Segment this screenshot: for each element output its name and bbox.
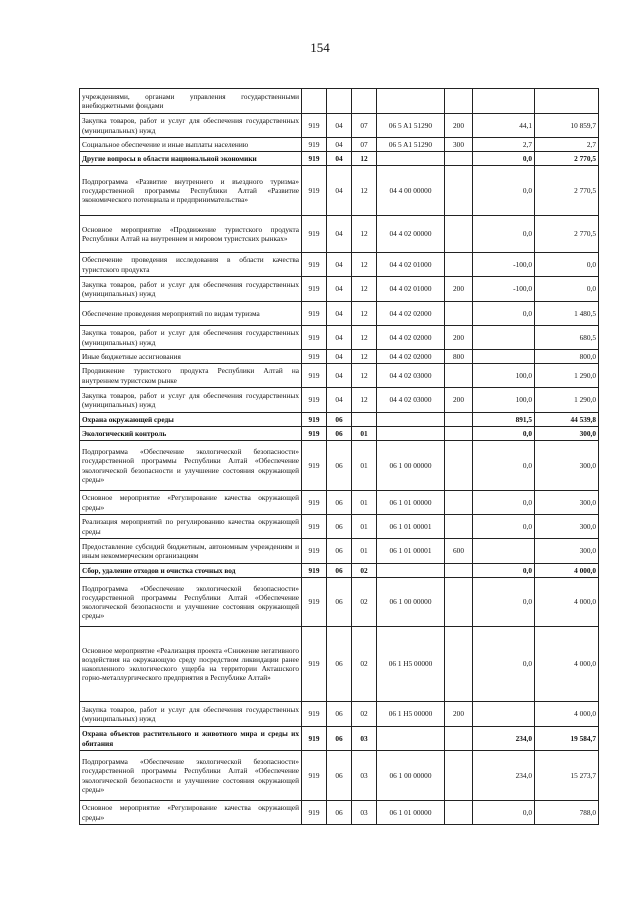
row-name: Закупка товаров, работ и услуг для обеспечения государственных (муниципальных) нужд — [80, 114, 302, 138]
amount-total: 4 000,0 — [535, 564, 599, 578]
amount-total: 4 000,0 — [535, 627, 599, 702]
amount-total: 300,0 — [535, 515, 599, 539]
gr-code: 919 — [302, 388, 327, 413]
row-name: Иные бюджетные ассигнования — [80, 350, 302, 364]
target-article-code: 04 4 02 01000 — [377, 277, 445, 302]
section-code: 06 — [327, 727, 352, 751]
subsection-code: 12 — [352, 152, 377, 166]
subsection-code: 02 — [352, 702, 377, 727]
expense-type-code — [445, 801, 473, 825]
expense-type-code: 600 — [445, 539, 473, 564]
expense-type-code: 300 — [445, 138, 473, 152]
gr-code: 919 — [302, 302, 327, 326]
expense-type-code — [445, 364, 473, 388]
row-name: Охрана объектов растительного и животного мира и среды их обитания — [80, 727, 302, 751]
table-row — [80, 564, 599, 578]
table-row — [80, 166, 599, 216]
amount-change: -100,0 — [473, 253, 535, 277]
target-article-code: 06 1 01 00000 — [377, 801, 445, 825]
amount-total: 800,0 — [535, 350, 599, 364]
expense-type-code: 800 — [445, 350, 473, 364]
amount-total: 15 273,7 — [535, 751, 599, 801]
row-name: Закупка товаров, работ и услуг для обеспечения государственных (муниципальных) нужд — [80, 702, 302, 727]
row-name: Социальное обеспечение и иные выплаты населению — [80, 138, 302, 152]
section-code: 04 — [327, 253, 352, 277]
expense-type-code — [445, 166, 473, 216]
target-article-code: 06 1 00 00000 — [377, 751, 445, 801]
subsection-code: 01 — [352, 515, 377, 539]
subsection-code: 02 — [352, 578, 377, 627]
subsection-code: 03 — [352, 751, 377, 801]
expense-type-code — [445, 627, 473, 702]
row-name: Основное мероприятие «Регулирование качества окружающей среды» — [80, 491, 302, 515]
table-row — [80, 539, 599, 564]
expense-type-code: 200 — [445, 277, 473, 302]
gr-code: 919 — [302, 578, 327, 627]
row-name: Обеспечение проведения мероприятий по видам туризма — [80, 302, 302, 326]
table-row — [80, 253, 599, 277]
table-row — [80, 216, 599, 253]
row-name: Экологический контроль — [80, 427, 302, 441]
row-name: Основное мероприятие «Регулирование качества окружающей среды» — [80, 801, 302, 825]
target-article-code: 06 1 01 00000 — [377, 491, 445, 515]
row-name: Подпрограмма «Обеспечение экологической безопасности» государственной программы Республики Алтай «Обеспечение экологической безопасности и улучшение состояния окружающей среды» — [80, 751, 302, 801]
gr-code: 919 — [302, 326, 327, 350]
subsection-code: 03 — [352, 727, 377, 751]
row-name: учреждениями, органами управления государственными внебюджетными фондами — [80, 89, 302, 114]
section-code: 04 — [327, 152, 352, 166]
gr-code: 919 — [302, 216, 327, 253]
gr-code: 919 — [302, 564, 327, 578]
amount-change: 100,0 — [473, 364, 535, 388]
target-article-code: 04 4 02 02000 — [377, 326, 445, 350]
budget-table — [79, 88, 599, 825]
target-article-code: 06 5 A1 51290 — [377, 138, 445, 152]
subsection-code: 01 — [352, 427, 377, 441]
expense-type-code: 200 — [445, 326, 473, 350]
subsection-code: 02 — [352, 564, 377, 578]
gr-code: 919 — [302, 491, 327, 515]
expense-type-code — [445, 302, 473, 326]
row-name: Закупка товаров, работ и услуг для обеспечения государственных (муниципальных) нужд — [80, 277, 302, 302]
amount-total: 300,0 — [535, 539, 599, 564]
gr-code: 919 — [302, 166, 327, 216]
target-article-code: 06 1 Н5 00000 — [377, 627, 445, 702]
subsection-code: 03 — [352, 801, 377, 825]
section-code: 04 — [327, 388, 352, 413]
amount-total: 1 290,0 — [535, 388, 599, 413]
row-name: Предоставление субсидий бюджетным, автономным учреждениям и иным некоммерческим организациям — [80, 539, 302, 564]
subsection-code: 12 — [352, 253, 377, 277]
table-row — [80, 277, 599, 302]
amount-change — [473, 89, 535, 114]
section-code: 04 — [327, 166, 352, 216]
table-row — [80, 302, 599, 326]
row-name: Сбор, удаление отходов и очистка сточных вод — [80, 564, 302, 578]
section-code: 04 — [327, 364, 352, 388]
amount-change: 44,1 — [473, 114, 535, 138]
subsection-code: 12 — [352, 388, 377, 413]
gr-code: 919 — [302, 427, 327, 441]
target-article-code: 04 4 02 03000 — [377, 388, 445, 413]
row-name: Закупка товаров, работ и услуг для обеспечения государственных (муниципальных) нужд — [80, 326, 302, 350]
amount-total: 2 770,5 — [535, 216, 599, 253]
amount-change — [473, 350, 535, 364]
table-row — [80, 727, 599, 751]
amount-change: 2,7 — [473, 138, 535, 152]
subsection-code: 01 — [352, 441, 377, 491]
row-name: Реализация мероприятий по регулированию качества окружающей среды — [80, 515, 302, 539]
table-row — [80, 751, 599, 801]
section-code — [327, 89, 352, 114]
target-article-code — [377, 564, 445, 578]
table-row — [80, 114, 599, 138]
subsection-code — [352, 89, 377, 114]
expense-type-code — [445, 515, 473, 539]
amount-change: 0,0 — [473, 441, 535, 491]
table-row — [80, 413, 599, 427]
amount-change: 0,0 — [473, 627, 535, 702]
row-name: Продвижение туристского продукта Республики Алтай на внутреннем туристском рынке — [80, 364, 302, 388]
table-row — [80, 627, 599, 702]
expense-type-code — [445, 751, 473, 801]
subsection-code: 01 — [352, 539, 377, 564]
expense-type-code: 200 — [445, 388, 473, 413]
target-article-code — [377, 89, 445, 114]
section-code: 06 — [327, 441, 352, 491]
target-article-code: 04 4 02 02000 — [377, 350, 445, 364]
table-row — [80, 801, 599, 825]
section-code: 06 — [327, 627, 352, 702]
amount-change: 0,0 — [473, 801, 535, 825]
amount-change: 234,0 — [473, 751, 535, 801]
section-code: 04 — [327, 138, 352, 152]
section-code: 06 — [327, 427, 352, 441]
expense-type-code — [445, 89, 473, 114]
table-row — [80, 326, 599, 350]
gr-code: 919 — [302, 138, 327, 152]
subsection-code: 12 — [352, 277, 377, 302]
gr-code: 919 — [302, 152, 327, 166]
amount-change: 0,0 — [473, 166, 535, 216]
target-article-code — [377, 427, 445, 441]
gr-code: 919 — [302, 413, 327, 427]
subsection-code: 07 — [352, 114, 377, 138]
gr-code: 919 — [302, 801, 327, 825]
amount-change: 0,0 — [473, 564, 535, 578]
table-row — [80, 152, 599, 166]
target-article-code: 06 1 01 00001 — [377, 515, 445, 539]
subsection-code: 12 — [352, 364, 377, 388]
amount-total: 1 290,0 — [535, 364, 599, 388]
amount-change: -100,0 — [473, 277, 535, 302]
amount-change: 0,0 — [473, 578, 535, 627]
amount-change: 0,0 — [473, 491, 535, 515]
target-article-code: 04 4 02 03000 — [377, 364, 445, 388]
subsection-code: 02 — [352, 627, 377, 702]
row-name: Другие вопросы в области национальной экономики — [80, 152, 302, 166]
amount-change — [473, 539, 535, 564]
amount-total: 4 000,0 — [535, 578, 599, 627]
section-code: 06 — [327, 539, 352, 564]
amount-total: 44 539,8 — [535, 413, 599, 427]
row-name: Подпрограмма «Развитие внутреннего и въездного туризма» государственной программы Республики Алтай «Развитие экономического потенциала и предпринимательства» — [80, 166, 302, 216]
row-name: Подпрограмма «Обеспечение экологической безопасности» государственной программы Республики Алтай «Обеспечение экологической безопасности и улучшение состояния окружающей среды» — [80, 441, 302, 491]
target-article-code — [377, 152, 445, 166]
section-code: 04 — [327, 277, 352, 302]
amount-change: 0,0 — [473, 515, 535, 539]
section-code: 06 — [327, 413, 352, 427]
amount-total: 2 770,5 — [535, 166, 599, 216]
expense-type-code — [445, 427, 473, 441]
amount-total: 300,0 — [535, 427, 599, 441]
amount-total: 2 770,5 — [535, 152, 599, 166]
target-article-code: 06 1 Н5 00000 — [377, 702, 445, 727]
gr-code: 919 — [302, 253, 327, 277]
expense-type-code — [445, 578, 473, 627]
amount-change: 0,0 — [473, 216, 535, 253]
table-row — [80, 350, 599, 364]
section-code: 04 — [327, 302, 352, 326]
target-article-code: 06 1 00 00000 — [377, 578, 445, 627]
target-article-code: 04 4 02 00000 — [377, 216, 445, 253]
amount-total: 2,7 — [535, 138, 599, 152]
subsection-code: 07 — [352, 138, 377, 152]
section-code: 06 — [327, 801, 352, 825]
section-code: 06 — [327, 578, 352, 627]
section-code: 06 — [327, 702, 352, 727]
expense-type-code: 200 — [445, 702, 473, 727]
gr-code: 919 — [302, 350, 327, 364]
amount-total — [535, 89, 599, 114]
amount-change: 100,0 — [473, 388, 535, 413]
table-row — [80, 578, 599, 627]
table-row — [80, 89, 599, 114]
table-row — [80, 138, 599, 152]
gr-code: 919 — [302, 364, 327, 388]
table-row — [80, 515, 599, 539]
subsection-code: 12 — [352, 216, 377, 253]
gr-code: 919 — [302, 751, 327, 801]
expense-type-code — [445, 727, 473, 751]
section-code: 04 — [327, 350, 352, 364]
target-article-code: 04 4 02 01000 — [377, 253, 445, 277]
target-article-code: 06 1 00 00000 — [377, 441, 445, 491]
gr-code: 919 — [302, 727, 327, 751]
subsection-code — [352, 413, 377, 427]
amount-total: 0,0 — [535, 277, 599, 302]
amount-total: 19 584,7 — [535, 727, 599, 751]
section-code: 06 — [327, 751, 352, 801]
gr-code: 919 — [302, 702, 327, 727]
target-article-code: 06 1 01 00001 — [377, 539, 445, 564]
amount-total: 680,5 — [535, 326, 599, 350]
section-code: 04 — [327, 114, 352, 138]
section-code: 04 — [327, 326, 352, 350]
section-code: 04 — [327, 216, 352, 253]
expense-type-code — [445, 253, 473, 277]
table-row — [80, 388, 599, 413]
gr-code: 919 — [302, 539, 327, 564]
table-row — [80, 364, 599, 388]
gr-code — [302, 89, 327, 114]
page-number: 154 — [310, 40, 330, 55]
subsection-code: 01 — [352, 491, 377, 515]
amount-total: 788,0 — [535, 801, 599, 825]
amount-total: 300,0 — [535, 491, 599, 515]
section-code: 06 — [327, 515, 352, 539]
table-row — [80, 491, 599, 515]
table-row — [80, 441, 599, 491]
amount-change: 0,0 — [473, 427, 535, 441]
target-article-code: 06 5 A1 51290 — [377, 114, 445, 138]
amount-total: 300,0 — [535, 441, 599, 491]
amount-change: 0,0 — [473, 302, 535, 326]
target-article-code — [377, 727, 445, 751]
expense-type-code — [445, 152, 473, 166]
gr-code: 919 — [302, 441, 327, 491]
amount-change — [473, 702, 535, 727]
table-row — [80, 427, 599, 441]
expense-type-code — [445, 564, 473, 578]
amount-total: 4 000,0 — [535, 702, 599, 727]
amount-change — [473, 326, 535, 350]
row-name: Основное мероприятие «Реализация проекта «Снижение негативного воздействия на окружающую среду посредством ликвидации ранее накопленного экологического ущерба на территории Акташского горно-металлургического предприятия в Республике Алтай» — [80, 627, 302, 702]
row-name: Подпрограмма «Обеспечение экологической безопасности» государственной программы Республики Алтай «Обеспечение экологической безопасности и улучшение состояния окружающей среды» — [80, 578, 302, 627]
amount-change: 891,5 — [473, 413, 535, 427]
row-name: Закупка товаров, работ и услуг для обеспечения государственных (муниципальных) нужд — [80, 388, 302, 413]
amount-total: 10 859,7 — [535, 114, 599, 138]
table-row — [80, 702, 599, 727]
amount-change: 0,0 — [473, 152, 535, 166]
subsection-code: 12 — [352, 166, 377, 216]
row-name: Охрана окружающей среды — [80, 413, 302, 427]
row-name: Основное мероприятие «Продвижение туристского продукта Республики Алтай на внутреннем и мировом туристских рынках» — [80, 216, 302, 253]
gr-code: 919 — [302, 114, 327, 138]
expense-type-code: 200 — [445, 114, 473, 138]
target-article-code: 04 4 02 02000 — [377, 302, 445, 326]
section-code: 06 — [327, 564, 352, 578]
target-article-code — [377, 413, 445, 427]
subsection-code: 12 — [352, 302, 377, 326]
expense-type-code — [445, 413, 473, 427]
amount-total: 1 480,5 — [535, 302, 599, 326]
expense-type-code — [445, 491, 473, 515]
target-article-code: 04 4 00 00000 — [377, 166, 445, 216]
gr-code: 919 — [302, 515, 327, 539]
amount-change: 234,0 — [473, 727, 535, 751]
expense-type-code — [445, 216, 473, 253]
expense-type-code — [445, 441, 473, 491]
subsection-code: 12 — [352, 326, 377, 350]
section-code: 06 — [327, 491, 352, 515]
gr-code: 919 — [302, 277, 327, 302]
subsection-code: 12 — [352, 350, 377, 364]
gr-code: 919 — [302, 627, 327, 702]
amount-total: 0,0 — [535, 253, 599, 277]
row-name: Обеспечение проведения исследования в области качества туристского продукта — [80, 253, 302, 277]
